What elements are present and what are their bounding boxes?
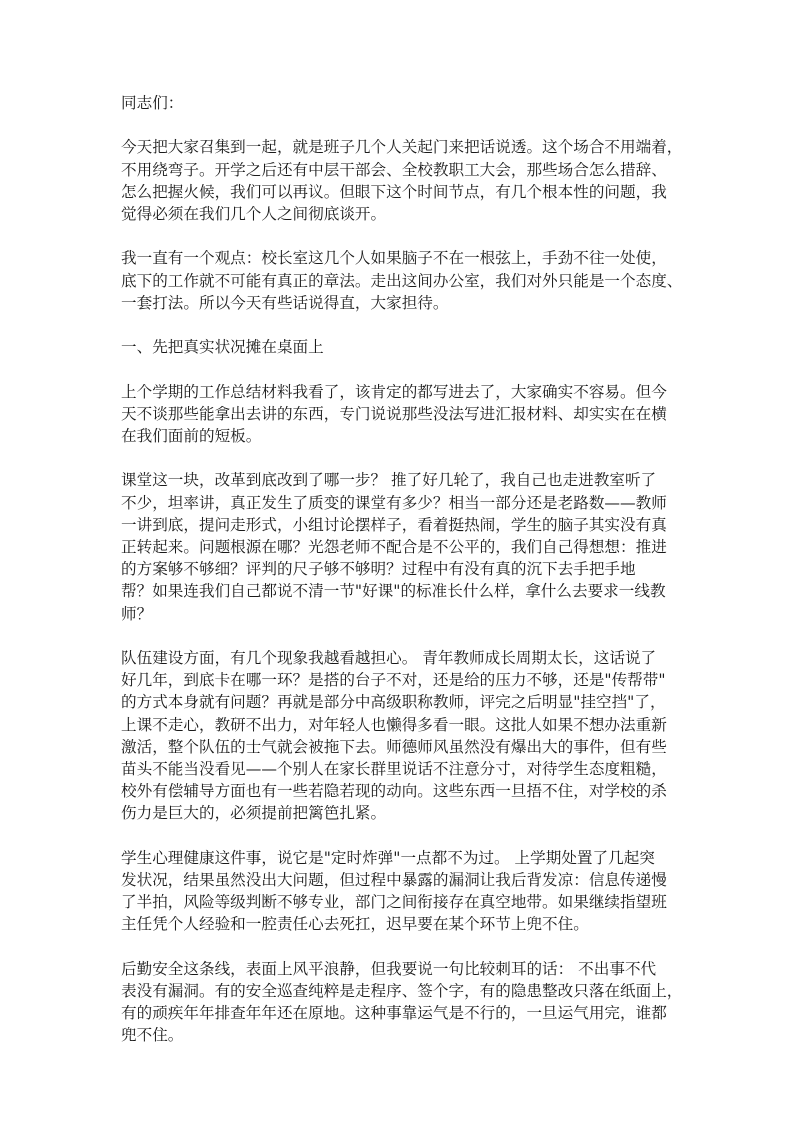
text-line: 我一直有一个观点：校长室这几个人如果脑子不在一根弦上，手劲不往一处使， — [121, 249, 667, 268]
text-line: 天不谈那些能拿出去讲的东西，专门说说那些没法写进汇报材料、却实实在在横 — [121, 404, 667, 423]
text-line: 的方式本身就有问题？再就是部分中高级职称教师，评完之后明显"挂空挡"了， — [121, 693, 666, 712]
text-line: 伤力是巨大的，必须提前把篱笆扎紧。 — [121, 804, 387, 823]
section-paragraph-classroom — [121, 469, 681, 624]
text-line: 主任凭个人经验和一腔责任心去死扛，迟早要在某个环节上兜不住。 — [121, 915, 589, 934]
text-line: 的方案够不够细？评判的尺子够不够明？过程中有没有真的沉下去手把手地 — [121, 560, 636, 579]
section-heading-text: 一、先把真实状况摊在桌面上 — [121, 338, 324, 357]
text-line: 苗头不能当没看见——个别人在家长群里说话不注意分寸，对待学生态度粗糙， — [121, 760, 667, 778]
text-line: 后勤安全这条线，表面上风平浪静，但我要说一句比较刺耳的话： 不出事不代 — [121, 959, 657, 978]
text-line: 怎么把握火候，我们可以再议。但眼下这个时间节点，有几个根本性的问题，我 — [121, 182, 667, 201]
text-line: 在我们面前的短板。 — [121, 426, 262, 445]
section-paragraph-safety — [121, 958, 681, 1047]
salutation-text: 同志们： — [121, 94, 184, 112]
text-line: 上个学期的工作总结材料我看了，该肯定的都写进去了，大家确实不容易。但今 — [121, 382, 667, 401]
text-line: 觉得必须在我们几个人之间彻底谈开。 — [121, 205, 387, 223]
section-paragraph-mental-health — [121, 847, 681, 936]
text-line: 学生心理健康这件事，说它是"定时炸弹"一点都不为过。 上学期处置了几起突 — [121, 848, 655, 867]
text-line: 好几年，到底卡在哪一环？是搭的台子不对，还是给的压力不够，还是"传帮带" — [121, 671, 666, 690]
text-line: 不用绕弯子。开学之后还有中层干部会、全校教职工大会，那些场合怎么措辞、 — [121, 160, 667, 179]
text-line: 一套打法。所以今天有些话说得直，大家担待。 — [121, 293, 449, 312]
text-line: 激活，整个队伍的士气就会被拖下去。师德师风虽然没有爆出大的事件，但有些 — [121, 737, 667, 756]
section-heading — [121, 336, 681, 358]
section-paragraph-staff — [121, 647, 681, 825]
text-line: 师？ — [121, 604, 153, 623]
intro-paragraph-2 — [121, 247, 681, 314]
text-line: 课堂这一块，改革到底改到了哪一步？ 推了好几轮了，我自己也走进教室听了 — [121, 471, 657, 490]
section-paragraph-1 — [121, 381, 681, 448]
text-line: 表没有漏洞。有的安全巡查纯粹是走程序、签个字，有的隐患整改只落在纸面上， — [121, 982, 683, 1000]
text-line: 不少，坦率讲，真正发生了质变的课堂有多少？相当一部分还是老路数——教师 — [121, 493, 667, 512]
text-line: 队伍建设方面，有几个现象我越看越担心。 青年教师成长周期太长，这话说了 — [121, 648, 657, 667]
text-line: 上课不走心，教研不出力，对年轻人也懒得多看一眼。这批人如果不想办法重新 — [121, 715, 667, 734]
salutation — [121, 92, 681, 114]
text-line: 兜不住。 — [121, 1026, 184, 1045]
text-line: 一讲到底，提问走形式，小组讨论摆样子，看着挺热闹，学生的脑子其实没有真 — [121, 515, 667, 534]
intro-paragraph-1 — [121, 136, 681, 225]
text-line: 正转起来。问题根源在哪？光怨老师不配合是不公平的，我们自己得想想：推进 — [121, 537, 667, 556]
text-line: 校外有偿辅导方面也有一些若隐若现的动向。这些东西一旦捂不住，对学校的杀 — [121, 782, 667, 801]
text-line: 底下的工作就不可能有真正的章法。走出这间办公室，我们对外只能是一个态度、 — [121, 271, 683, 290]
text-line: 帮？如果连我们自己都说不清一节"好课"的标准长什么样，拿什么去要求一线教 — [121, 582, 666, 601]
text-line: 发状况，结果虽然没出大问题，但过程中暴露的漏洞让我后背发凉：信息传递慢 — [121, 871, 667, 889]
text-line: 今天把大家召集到一起，就是班子几个人关起门来把话说透。这个场合不用端着， — [121, 138, 683, 157]
text-line: 有的顽疾年年排查年年还在原地。这种事靠运气是不行的，一旦运气用完，谁都 — [121, 1004, 667, 1023]
text-line: 了半拍，风险等级判断不够专业，部门之间衔接存在真空地带。如果继续指望班 — [121, 893, 667, 912]
document-page — [121, 92, 681, 1069]
